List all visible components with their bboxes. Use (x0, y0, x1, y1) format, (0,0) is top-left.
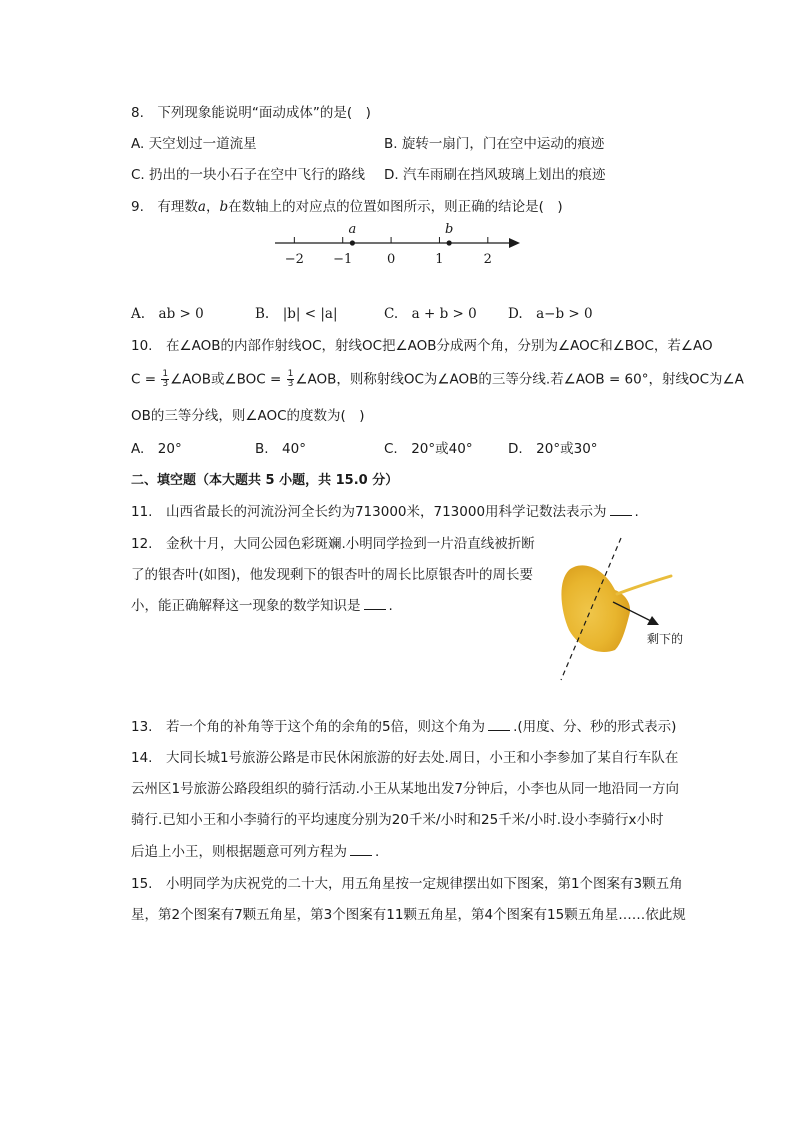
q14-line4-post: . (375, 844, 380, 860)
point-b-dot (447, 240, 452, 245)
q10-option-b: B. 40° (255, 441, 306, 457)
q14-line1: 14. 大同长城1号旅游公路是市民休闲旅游的好去处.周日，小王和小李参加了某自行车队在 (131, 750, 679, 766)
number-line-figure (260, 218, 530, 270)
q10-line2-mid: ∠AOB或∠BOC = (170, 371, 286, 388)
fraction-denominator: 3 (162, 379, 169, 389)
figure-label: 剩下的 (647, 632, 684, 646)
number-line-arrow (509, 238, 520, 248)
q8-option-d: D. 汽车雨刷在挡风玻璃上划出的痕迹 (384, 167, 606, 183)
q9-var-a: a (197, 199, 206, 215)
q10-line2-post: ∠AOB，则称射线OC为∠AOB的三等分线.若∠AOB = 60°，射线OC为∠A (295, 371, 744, 388)
point-a-label: a (348, 222, 357, 237)
q14-line4-pre: 后追上小王，则根据题意可列方程为 (131, 844, 347, 860)
q9-option-c: C. a + b > 0 (384, 306, 477, 322)
fraction-numerator: 1 (287, 369, 294, 379)
q10-option-d: D. 20°或30° (508, 441, 598, 457)
q15-line2: 星，第2个图案有7颗五角星，第3个图案有11颗五角星，第4个图案有15颗五角星……依此规 (131, 907, 686, 923)
axis-tick-label: −1 (333, 252, 353, 267)
q11-stem (131, 503, 639, 521)
q14-line4 (131, 843, 379, 861)
q9-var-b: b (219, 199, 229, 215)
q13-stem (131, 718, 676, 736)
axis-tick-label: 0 (386, 252, 396, 267)
q13-stem-pre: 13. 若一个角的补角等于这个角的余角的5倍，则这个角为 (131, 719, 486, 735)
q10-line2 (131, 370, 744, 389)
q9-stem (131, 198, 563, 216)
answer-blank[interactable] (350, 843, 372, 856)
fraction-one-third-2 (287, 370, 295, 389)
q8-option-c: C. 扔出的一块小石子在空中飞行的路线 (131, 167, 366, 183)
q8-option-a: A. 天空划过一道流星 (131, 136, 257, 152)
q15-line1: 15. 小明同学为庆祝党的二十大，用五角星按一定规律摆出如下图案，第1个图案有3颗五角 (131, 876, 683, 892)
answer-blank[interactable] (610, 503, 632, 516)
ginkgo-leaf-icon (561, 565, 630, 652)
q9-option-d: D. a−b > 0 (508, 306, 593, 322)
q10-line1: 10. 在∠AOB的内部作射线OC，射线OC把∠AOB分成两个角，分别为∠AOC和∠BOC，若∠AO (131, 338, 713, 354)
answer-blank[interactable] (488, 718, 510, 731)
q9-stem-pre: 9. 有理数 (131, 199, 198, 215)
fraction-denominator: 3 (287, 379, 294, 389)
q10-option-c: C. 20°或40° (384, 441, 473, 457)
q12-line3-pre: 小，能正确解释这一现象的数学知识是 (131, 598, 361, 614)
q14-line2: 云州区1号旅游公路段组织的骑行活动.小王从某地出发7分钟后，小李也从同一地沿同一方向 (131, 781, 679, 797)
q9-stem-post: 在数轴上的对应点的位置如图所示，则正确的结论是( ) (228, 199, 563, 215)
q9-sep: ， (205, 199, 220, 215)
axis-tick-label: 1 (435, 252, 444, 267)
q12-line2: 了的银杏叶(如图)，他发现剩下的银杏叶的周长比原银杏叶的周长要 (131, 567, 534, 583)
fraction-one-third (161, 370, 169, 389)
q12-line3 (131, 597, 393, 615)
q9-option-a: A. ab > 0 (131, 306, 204, 322)
ginkgo-leaf-figure (555, 532, 705, 682)
axis-tick-label: 2 (483, 252, 492, 267)
q12-line3-post: . (388, 598, 393, 614)
q8-stem: 8. 下列现象能说明“面动成体”的是( ) (131, 105, 371, 121)
q14-line3: 骑行.已知小王和小李骑行的平均速度分别为20千米/小时和25千米/小时.设小李骑行x小时 (131, 812, 664, 828)
point-a-dot (350, 240, 355, 245)
fraction-numerator: 1 (162, 369, 169, 379)
q10-line3: OB的三等分线，则∠AOC的度数为( ) (131, 408, 365, 424)
q12-line1: 12. 金秋十月，大同公园色彩斑斓.小明同学捡到一片沿直线被折断 (131, 536, 535, 552)
q10-option-a: A. 20° (131, 441, 182, 457)
q11-stem-post: . (634, 504, 639, 520)
q11-stem-pre: 11. 山西省最长的河流汾河全长约为713000米，713000用科学记数法表示为 (131, 504, 607, 520)
ginkgo-leaf-vein-icon (617, 576, 671, 594)
point-b-label: b (444, 222, 454, 237)
q9-option-b: B. |b| < |a| (255, 306, 338, 322)
q10-line2-pre: C = (131, 371, 161, 388)
q8-option-b: B. 旋转一扇门，门在空中运动的痕迹 (384, 136, 605, 152)
answer-blank[interactable] (364, 597, 386, 610)
axis-tick-label: −2 (284, 252, 304, 267)
q13-stem-post: .(用度、分、秒的形式表示) (513, 719, 677, 735)
section-heading: 二、填空题（本大题共 5 小题，共 15.0 分） (131, 473, 399, 488)
